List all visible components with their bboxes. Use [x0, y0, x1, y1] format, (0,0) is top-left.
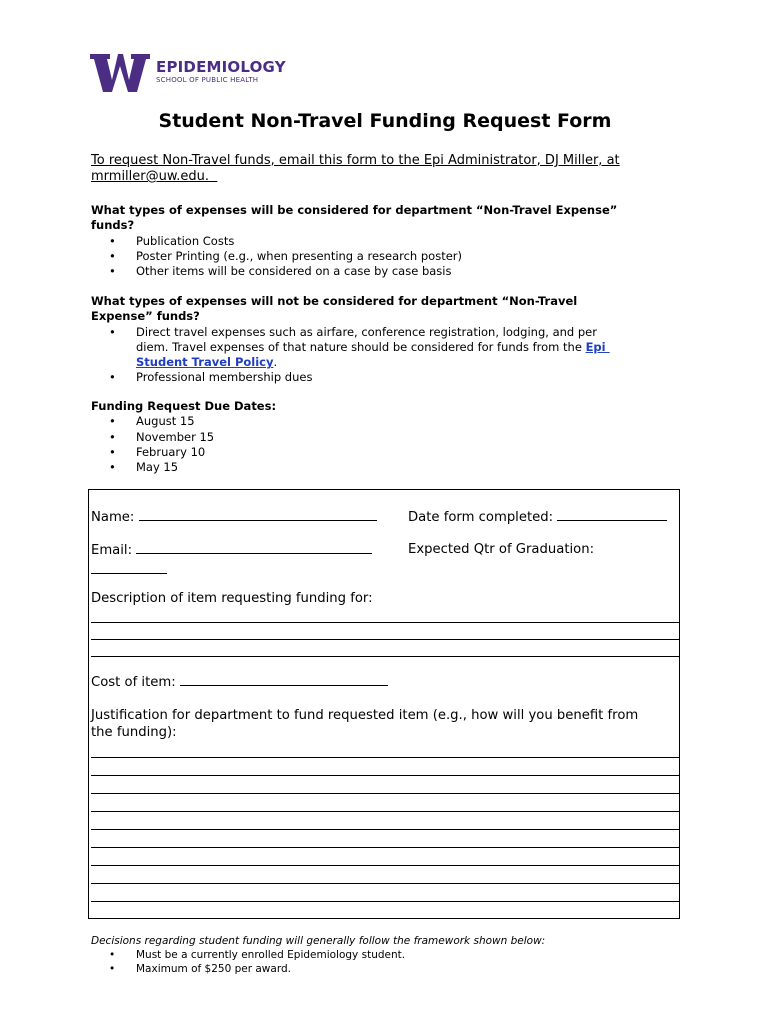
- justification-label: Justification for department to fund requested item (e.g., how will you benefit from the funding):: [91, 708, 639, 740]
- description-line-1[interactable]: [91, 622, 679, 623]
- due-dates-section: [91, 399, 691, 475]
- epi-travel-policy-link[interactable]: Epi Student Travel Policy: [136, 339, 606, 370]
- considered-question: What types of expenses will be considered for department “Non-Travel Expense” funds?: [91, 203, 618, 233]
- not-considered-question: What types of expenses will not be considered for department “Non-Travel Expense” funds?: [91, 294, 578, 324]
- due-dates-heading: Funding Request Due Dates:: [91, 399, 277, 413]
- intro-paragraph: [91, 153, 681, 185]
- justification-line-2[interactable]: [91, 775, 679, 776]
- logo-epidemiology-text: EPIDEMIOLOGY: [156, 58, 286, 76]
- graduation-blank[interactable]: [91, 573, 167, 574]
- admin-email-link[interactable]: mrmiller@uw.edu.: [91, 169, 210, 184]
- page-title: Student Non-Travel Funding Request Form: [158, 110, 612, 132]
- justification-line-4[interactable]: [91, 811, 679, 812]
- graduation-label: Expected Qtr of Graduation:: [408, 542, 595, 557]
- justification-line-6[interactable]: [91, 847, 679, 848]
- justification-line-5[interactable]: [91, 829, 679, 830]
- justification-line-8[interactable]: [91, 883, 679, 884]
- footer-list: [91, 948, 691, 976]
- footer-note: Decisions regarding student funding will generally follow the framework shown below:: [91, 935, 546, 947]
- justification-line-3[interactable]: [91, 793, 679, 794]
- footer-section: [91, 934, 691, 976]
- uw-epidemiology-logo: [90, 52, 286, 94]
- cost-blank[interactable]: [180, 673, 388, 686]
- graduation-field[interactable]: [408, 541, 594, 558]
- considered-section: [91, 203, 691, 279]
- justification-line-7[interactable]: [91, 865, 679, 866]
- list-item: • Must be a currently enrolled Epidemiology student.: [136, 948, 691, 962]
- list-item: • Other items will be considered on a case by case basis: [136, 264, 691, 279]
- list-item: • Professional membership dues: [136, 370, 691, 385]
- uw-w-logo-icon: [90, 52, 150, 94]
- email-label: Email:: [91, 543, 133, 558]
- name-field[interactable]: [91, 508, 377, 526]
- intro-text: To request Non-Travel funds, email this form to the Epi Administrator, DJ Miller, at: [91, 153, 620, 168]
- name-blank[interactable]: [139, 508, 377, 521]
- due-dates-list: [91, 414, 691, 475]
- name-label: Name:: [91, 510, 135, 525]
- list-item: • August 15: [136, 414, 691, 429]
- list-item: • May 15: [136, 460, 691, 475]
- justification-line-1[interactable]: [91, 757, 679, 758]
- description-line-3[interactable]: [91, 656, 679, 657]
- considered-list: [91, 234, 691, 280]
- list-item: • February 10: [136, 445, 691, 460]
- list-item: • Poster Printing (e.g., when presenting a research poster): [136, 249, 691, 264]
- list-item: • Direct travel expenses such as airfare, conference registration, lodging, and per diem. Travel expenses of that nature should be considered for funds from the Epi Student Travel Policy.: [136, 325, 691, 371]
- justification-line-9[interactable]: [91, 901, 679, 902]
- not-considered-list: [91, 325, 691, 386]
- cost-field[interactable]: [91, 673, 388, 691]
- date-field[interactable]: [408, 508, 667, 526]
- email-field[interactable]: [91, 541, 372, 559]
- description-label: Description of item requesting funding for:: [91, 591, 373, 606]
- date-label: Date form completed:: [408, 510, 554, 525]
- email-blank[interactable]: [136, 541, 372, 554]
- list-item: • Publication Costs: [136, 234, 691, 249]
- cost-label: Cost of item:: [91, 675, 176, 690]
- list-item: • November 15: [136, 430, 691, 445]
- description-line-2[interactable]: [91, 639, 679, 640]
- not-considered-section: [91, 294, 691, 386]
- logo-school-text: SCHOOL OF PUBLIC HEALTH: [156, 76, 259, 84]
- date-blank[interactable]: [557, 508, 667, 521]
- list-item: • Maximum of $250 per award.: [136, 962, 691, 976]
